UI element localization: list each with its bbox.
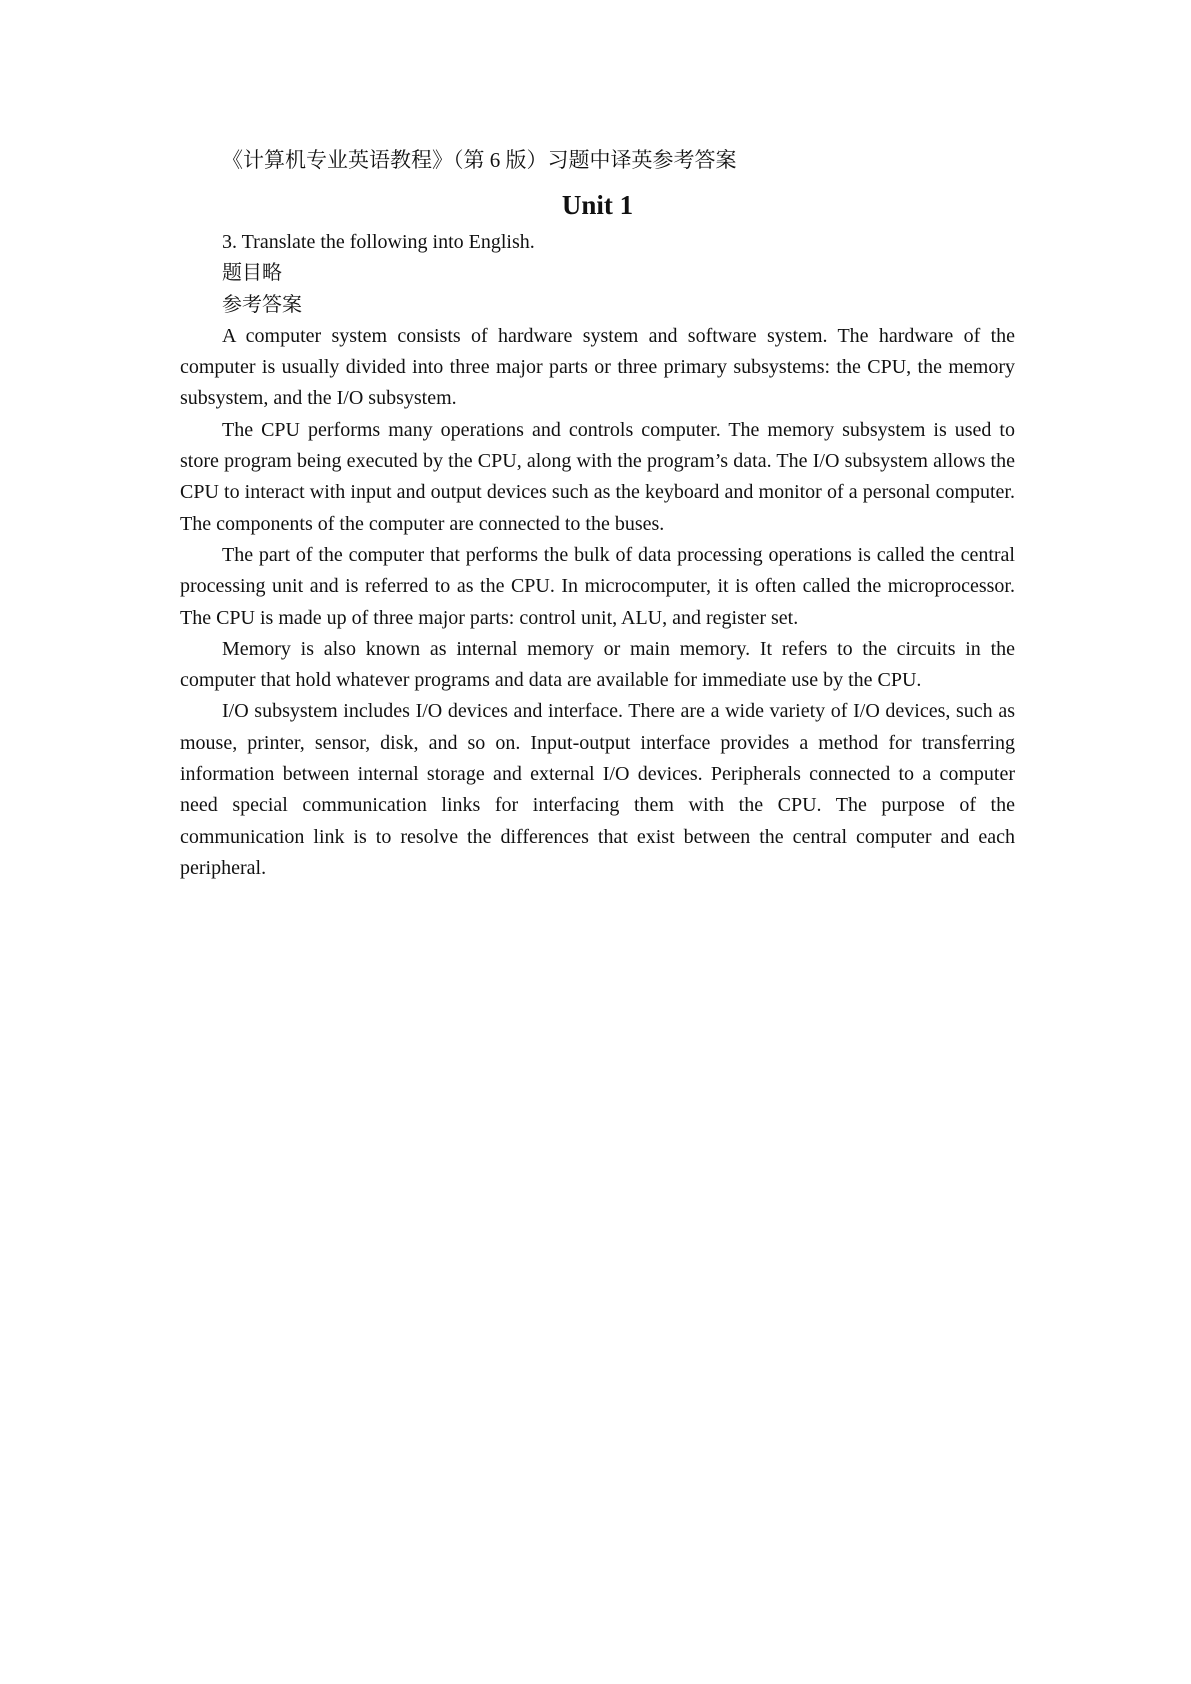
answer-paragraph: The CPU performs many operations and controls computer. The memory subsystem is used to store program being executed by the CPU, along with the program’s data. The I/O subsystem allows the CPU to interact with input and output devices such as the keyboard and monitor of a personal computer. The components of the computer are connected to the buses.: [180, 418, 1015, 535]
unit-title: Unit 1: [561, 190, 634, 220]
answer-paragraph: Memory is also known as internal memory or main memory. It refers to the circuits in the computer that hold whatever programs and data are available for immediate use by the CPU.: [180, 637, 1015, 692]
answer-paragraph: A computer system consists of hardware system and software system. The hardware of the computer is usually divided into three major parts or three primary subsystems: the CPU, the memory subsystem, and the I/O subsystem.: [180, 324, 1015, 410]
document-header: 《计算机专业英语教程》（第 6 版）习题中译英参考答案: [222, 148, 737, 172]
exercise-label: 3. Translate the following into English.: [222, 231, 535, 253]
question-omitted-note: 题目略: [222, 262, 282, 285]
answer-paragraph: The part of the computer that performs the bulk of data processing operations is called the central processing unit and is referred to as the CPU. In microcomputer, it is often called the microprocessor. The CPU is made up of three major parts: control unit, ALU, and register set.: [180, 543, 1015, 629]
document-page: [180, 138, 1015, 884]
answer-label: 参考答案: [222, 293, 302, 316]
answer-paragraph: I/O subsystem includes I/O devices and interface. There are a wide variety of I/O devices, such as mouse, printer, sensor, disk, and so on. Input-output interface provides a method for transferring information between internal storage and external I/O devices. Peripherals connected to a computer need special communication links for interfacing them with the CPU. The purpose of the communication link is to resolve the differences that exist between the central computer and each peripheral.: [180, 700, 1015, 879]
